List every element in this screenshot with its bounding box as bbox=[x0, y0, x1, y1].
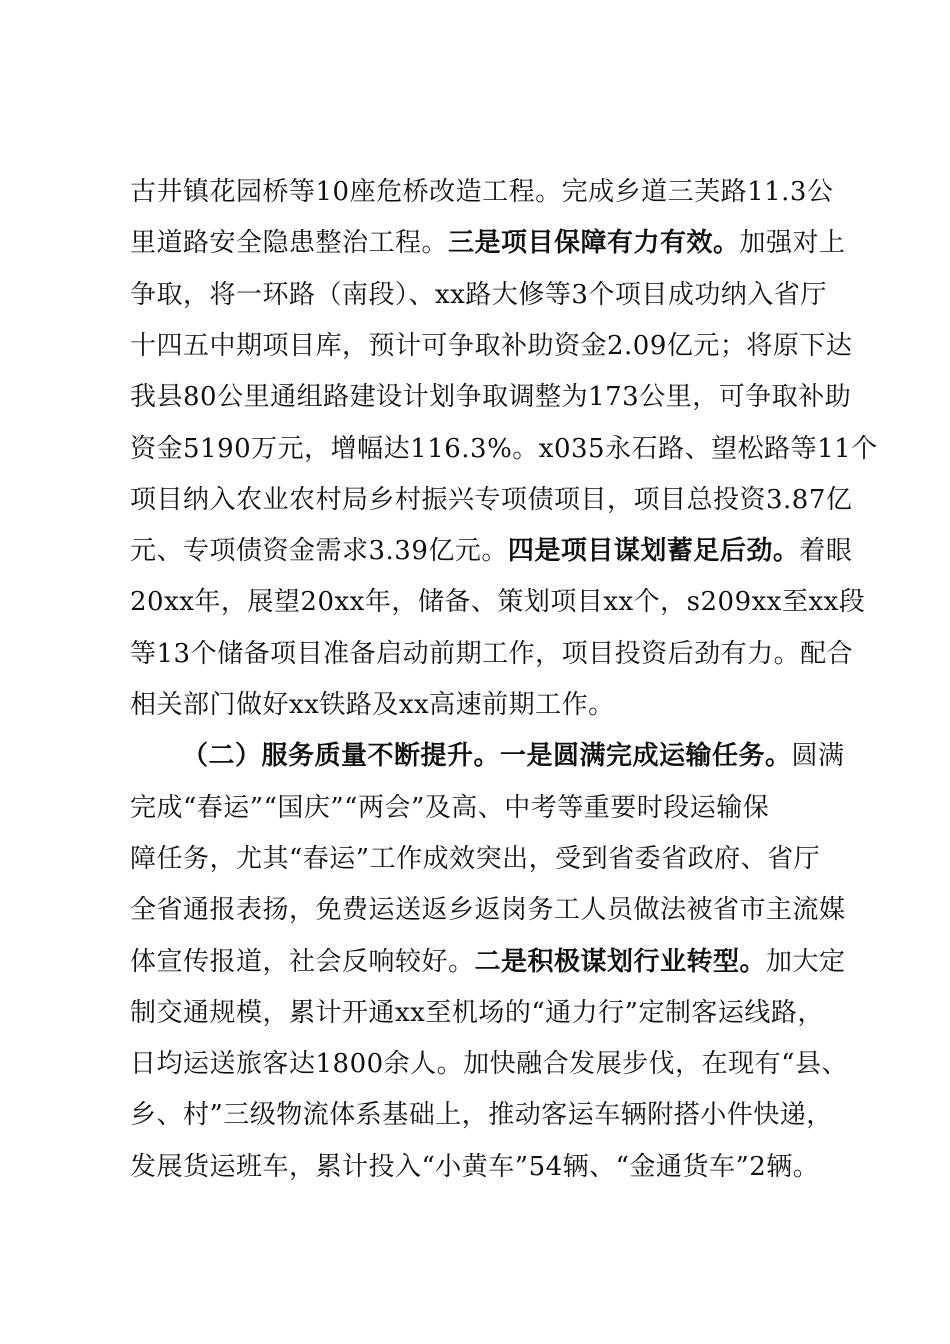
body-text: 里道路安全隐患整治工程。 bbox=[130, 228, 449, 259]
bold-heading-text: 四是项目谋划蓄足后劲。 bbox=[507, 536, 800, 567]
body-text: 相关部门做好xx铁路及xx高速前期工作。 bbox=[130, 690, 615, 720]
text-line bbox=[130, 534, 852, 568]
text-line bbox=[130, 893, 846, 927]
text-line bbox=[130, 1098, 833, 1132]
text-line bbox=[130, 996, 824, 1030]
body-text: 资金5190万元，增幅达116.3%。x035永石路、望松路等11个 bbox=[130, 433, 878, 464]
body-text: 完成“春运”“国庆”“两会”及高、中考等重要时段运输保 bbox=[130, 792, 770, 823]
text-line bbox=[130, 278, 827, 312]
text-line bbox=[130, 175, 833, 209]
body-text: 发展货运班车，累计投入“小黄车”54辆、“金通货车”2辆。 bbox=[130, 1151, 820, 1182]
body-text: 障任务，尤其“春运”工作成效突出，受到省委省政府、省厅 bbox=[130, 843, 821, 874]
body-text: 圆满 bbox=[791, 741, 845, 772]
text-line bbox=[130, 483, 852, 517]
bold-heading-text: 二是积极谋划行业转型。 bbox=[474, 946, 767, 977]
bold-heading-text: 三是项目保障有力有效。 bbox=[448, 228, 740, 259]
body-text: 体宣传报道，社会反响较好。 bbox=[130, 946, 475, 977]
body-text: 着眼 bbox=[799, 536, 853, 567]
body-text: 争取，将一环路（南段）、xx路大修等3个项目成功纳入省厅 bbox=[130, 279, 827, 310]
body-text: 元、专项债资金需求3.39亿元。 bbox=[130, 536, 508, 567]
text-line bbox=[130, 1150, 819, 1184]
text-line bbox=[130, 585, 865, 619]
text-line bbox=[130, 226, 846, 260]
body-text: 全省通报表扬，免费运送返乡返岗务工人员做法被省市主流媒 bbox=[130, 895, 846, 926]
text-line bbox=[130, 380, 851, 414]
text-line bbox=[130, 432, 878, 466]
text-line bbox=[130, 329, 852, 363]
text-line bbox=[182, 739, 845, 773]
body-text: 日均运送旅客达1800余人。加快融合发展步伐，在现有“县、 bbox=[130, 1049, 848, 1080]
body-text: 十四五中期项目库，预计可争取补助资金2.09亿元；将原下达 bbox=[130, 330, 853, 361]
body-text: 我县80公里通组路建设计划争取调整为173公里，可争取补助 bbox=[130, 382, 852, 413]
text-line bbox=[130, 688, 615, 722]
text-line bbox=[130, 945, 846, 979]
body-text: 项目纳入农业农村局乡村振兴专项债项目，项目总投资3.87亿 bbox=[130, 484, 853, 515]
body-text: 加强对上 bbox=[739, 228, 846, 259]
text-line bbox=[130, 791, 769, 825]
body-text: 等13个储备项目准备启动前期工作，项目投资后劲有力。配合 bbox=[130, 638, 854, 669]
bold-heading-text: （二）服务质量不断提升。一是圆满完成运输任务。 bbox=[182, 741, 792, 772]
text-line bbox=[130, 637, 853, 671]
body-text: 加大定 bbox=[766, 946, 846, 977]
body-text: 乡、村”三级物流体系基础上，推动客运车辆附搭小件快递， bbox=[130, 1100, 833, 1131]
text-line bbox=[130, 1047, 848, 1081]
body-text: 20xx年，展望20xx年，储备、策划项目xx个，s209xx至xx段 bbox=[130, 587, 866, 618]
body-text: 制交通规模，累计开通xx至机场的“通力行”定制客运线路， bbox=[130, 997, 824, 1028]
text-line bbox=[130, 842, 820, 876]
body-text: 古井镇花园桥等10座危桥改造工程。完成乡道三芙路11.3公 bbox=[130, 177, 834, 207]
